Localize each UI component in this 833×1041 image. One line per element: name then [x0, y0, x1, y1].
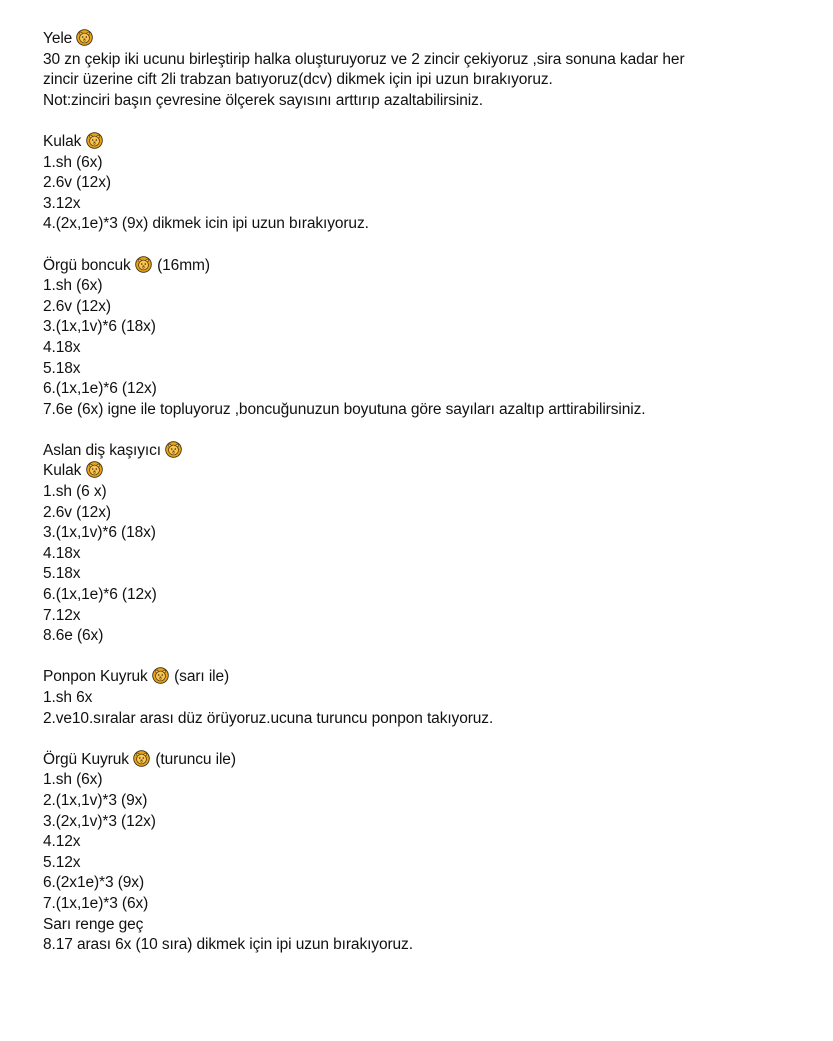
line-text: 5.12x [43, 853, 81, 871]
section-spacer [43, 111, 813, 132]
instruction-line [43, 173, 813, 194]
section-aslan-dis-kasiyici [43, 441, 813, 647]
line-text: 2.ve10.sıralar arası düz örüyoruz.ucuna turuncu ponpon takıyoruz. [43, 709, 494, 727]
section-heading [43, 29, 813, 50]
instruction-line [43, 606, 813, 627]
instruction-line [43, 688, 813, 709]
lion-face-icon [86, 132, 103, 149]
instruction-line [43, 50, 813, 71]
instruction-line [43, 276, 813, 297]
instruction-line [43, 194, 813, 215]
instruction-line [43, 503, 813, 524]
line-text: 3.12x [43, 194, 81, 212]
line-text: 2.(1x,1v)*3 (9x) [43, 791, 148, 809]
instruction-line [43, 853, 813, 874]
line-text: 1.sh (6x) [43, 771, 103, 789]
line-text: 5.18x [43, 565, 81, 583]
section-ponpon-kuyruk [43, 667, 813, 729]
section-orgu-kuyruk [43, 750, 813, 956]
instruction-line [43, 482, 813, 503]
lion-face-icon [86, 461, 103, 478]
line-text: 2.6v (12x) [43, 503, 111, 521]
line-text: Yele [43, 30, 73, 47]
line-text: 7.12x [43, 606, 81, 624]
section-orgu-boncuk [43, 256, 813, 421]
instruction-line [43, 461, 813, 482]
line-text: 7.(1x,1e)*3 (6x) [43, 894, 149, 912]
instruction-line [43, 359, 813, 380]
line-text: 4.18x [43, 544, 81, 562]
line-text: 6.(2x1e)*3 (9x) [43, 874, 145, 892]
line-text: zincir üzerine cift 2li trabzan batıyoruz(dcv) dikmek için ipi uzun bırakıyoruz. [43, 71, 553, 89]
section-spacer [43, 235, 813, 256]
instruction-line [43, 585, 813, 606]
section-spacer [43, 729, 813, 750]
instruction-line [43, 317, 813, 338]
instruction-line [43, 153, 813, 174]
instruction-line [43, 564, 813, 585]
line-text: 5.18x [43, 359, 81, 377]
instruction-line [43, 70, 813, 91]
section-heading [43, 256, 813, 277]
instruction-line [43, 400, 813, 421]
line-text: Not:zinciri başın çevresine ölçerek sayısını arttırıp azaltabilirsiniz. [43, 91, 483, 109]
line-suffix: (16mm) [157, 256, 210, 274]
instruction-line [43, 379, 813, 400]
instruction-line [43, 873, 813, 894]
section-kulak [43, 132, 813, 235]
line-text: Örgü Kuyruk [43, 750, 129, 768]
line-text: 8.17 arası 6x (10 sıra) dikmek için ipi uzun bırakıyoruz. [43, 936, 413, 954]
section-heading [43, 750, 813, 771]
line-text: 3.(1x,1v)*6 (18x) [43, 524, 156, 542]
line-text: 2.6v (12x) [43, 297, 111, 315]
lion-face-icon [135, 256, 152, 273]
instruction-line [43, 523, 813, 544]
lion-face-icon [76, 29, 93, 46]
line-text: 4.18x [43, 338, 81, 356]
line-text: 2.6v (12x) [43, 174, 111, 192]
pattern-document [43, 29, 813, 956]
instruction-line [43, 770, 813, 791]
line-text: 30 zn çekip iki ucunu birleştirip halka oluşturuyoruz ve 2 zincir çekiyoruz ,sira sonuna kadar her [43, 50, 685, 68]
line-suffix: (turuncu ile) [155, 750, 236, 768]
line-text: 1.sh (6 x) [43, 483, 107, 501]
line-text: Kulak [43, 132, 82, 150]
instruction-line [43, 626, 813, 647]
instruction-line [43, 894, 813, 915]
lion-face-icon [133, 750, 150, 767]
section-yele [43, 29, 813, 111]
line-text: 1.sh 6x [43, 689, 93, 706]
instruction-line [43, 544, 813, 565]
line-text: 1.sh (6x) [43, 153, 103, 171]
instruction-line [43, 915, 813, 936]
line-text: 3.(2x,1v)*3 (12x) [43, 812, 156, 830]
line-text: 4.(2x,1e)*3 (9x) dikmek icin ipi uzun bırakıyoruz. [43, 215, 369, 233]
lion-face-icon [152, 667, 169, 684]
line-text: 1.sh (6x) [43, 277, 103, 295]
section-spacer [43, 420, 813, 441]
line-text: Sarı renge geç [43, 915, 144, 933]
instruction-line [43, 91, 813, 112]
instruction-line [43, 935, 813, 956]
line-text: Ponpon Kuyruk [43, 668, 148, 686]
line-text: 8.6e (6x) [43, 627, 104, 645]
line-text: 3.(1x,1v)*6 (18x) [43, 318, 156, 336]
instruction-line [43, 832, 813, 853]
line-suffix: (sarı ile) [174, 668, 230, 686]
line-text: Örgü boncuk [43, 256, 131, 274]
line-text: Aslan diş kaşıyıcı [43, 441, 161, 459]
instruction-line [43, 709, 813, 730]
section-heading [43, 441, 813, 462]
instruction-line [43, 297, 813, 318]
section-heading [43, 132, 813, 153]
line-text: 6.(1x,1e)*6 (12x) [43, 586, 157, 604]
line-text: Kulak [43, 462, 82, 480]
line-text: 7.6e (6x) igne ile topluyoruz ,boncuğunuzun boyutuna göre sayıları azaltıp arttirabilirsiniz. [43, 400, 646, 418]
instruction-line [43, 812, 813, 833]
line-text: 6.(1x,1e)*6 (12x) [43, 380, 157, 398]
instruction-line [43, 338, 813, 359]
instruction-line [43, 791, 813, 812]
section-heading [43, 667, 813, 688]
instruction-line [43, 214, 813, 235]
lion-face-icon [165, 441, 182, 458]
line-text: 4.12x [43, 833, 81, 851]
section-spacer [43, 647, 813, 668]
